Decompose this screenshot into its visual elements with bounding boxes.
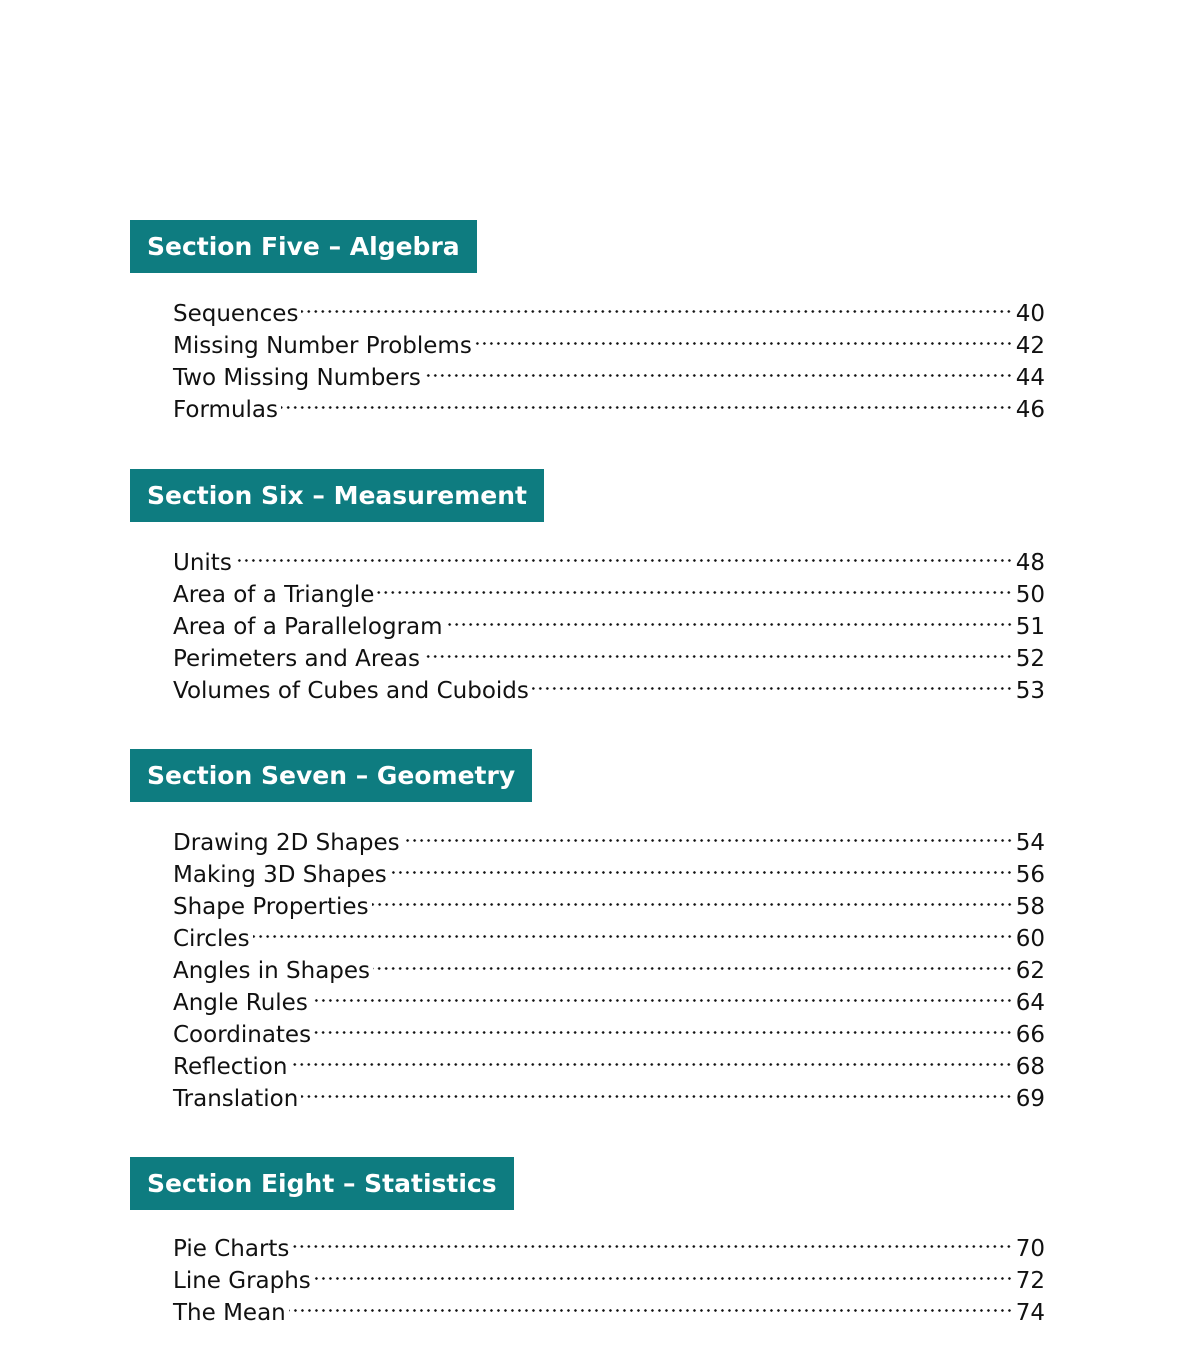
toc-entry[interactable]: [173, 570, 1045, 608]
dot-leader: [532, 666, 1013, 698]
toc-entry[interactable]: [173, 1010, 1045, 1048]
toc-entry-title: Reflection: [173, 1054, 288, 1080]
section-heading: Section Six – Measurement: [130, 469, 544, 522]
dot-leader: [289, 1288, 1013, 1320]
dot-leader: [403, 818, 1013, 850]
toc-entry-title: Area of a Triangle: [173, 582, 375, 608]
toc-entry-page: 46: [1015, 397, 1045, 423]
toc-entry-title: The Mean: [173, 1300, 286, 1326]
toc-entry-page: 74: [1015, 1300, 1045, 1326]
dot-leader: [373, 946, 1013, 978]
toc-entry-title: Line Graphs: [173, 1268, 311, 1294]
toc-entry-title: Pie Charts: [173, 1236, 290, 1262]
toc-list: [173, 818, 1045, 1112]
dot-leader: [314, 1256, 1013, 1288]
dot-leader: [475, 321, 1013, 353]
toc-entry-title: Missing Number Problems: [173, 333, 472, 359]
dot-leader: [390, 850, 1013, 882]
toc-entry-title: Formulas: [173, 397, 278, 423]
toc-entry[interactable]: [173, 666, 1045, 704]
toc-entry-page: 62: [1015, 958, 1045, 984]
toc-entry-page: 68: [1015, 1054, 1045, 1080]
toc-entry-title: Circles: [173, 926, 250, 952]
toc-entry-title: Sequences: [173, 301, 299, 327]
toc-entry[interactable]: [173, 818, 1045, 856]
toc-entry[interactable]: [173, 914, 1045, 952]
toc-entry[interactable]: [173, 978, 1045, 1016]
dot-leader: [290, 1042, 1012, 1074]
toc-entry-title: Making 3D Shapes: [173, 862, 387, 888]
dot-leader: [314, 1010, 1013, 1042]
toc-entry[interactable]: [173, 385, 1045, 423]
dot-leader: [301, 289, 1012, 321]
toc-entry[interactable]: [173, 1074, 1045, 1112]
toc-entry[interactable]: [173, 634, 1045, 672]
section-heading: Section Seven – Geometry: [130, 749, 532, 802]
toc-entry-page: 51: [1015, 614, 1045, 640]
toc-entry[interactable]: [173, 882, 1045, 920]
dot-leader: [235, 538, 1013, 570]
toc-entry-title: Angle Rules: [173, 990, 308, 1016]
toc-entry[interactable]: [173, 321, 1045, 359]
toc-entry-title: Angles in Shapes: [173, 958, 371, 984]
toc-entry-page: 40: [1015, 301, 1045, 327]
toc-entry[interactable]: [173, 538, 1045, 576]
toc-entry-page: 48: [1015, 550, 1045, 576]
toc-entry-page: 58: [1015, 894, 1045, 920]
toc-list: [173, 289, 1045, 423]
toc-entry[interactable]: [173, 1042, 1045, 1080]
toc-list: [173, 1224, 1045, 1326]
toc-entry-page: 52: [1015, 646, 1045, 672]
toc-entry-page: 50: [1015, 582, 1045, 608]
dot-leader: [292, 1224, 1012, 1256]
toc-entry-page: 53: [1015, 678, 1045, 704]
toc-entry-title: Volumes of Cubes and Cuboids: [173, 678, 529, 704]
dot-leader: [424, 353, 1013, 385]
dot-leader: [253, 914, 1013, 946]
dot-leader: [372, 882, 1013, 914]
toc-entry-title: Perimeters and Areas: [173, 646, 421, 672]
toc-entry[interactable]: [173, 850, 1045, 888]
toc-entry-title: Area of a Parallelogram: [173, 614, 443, 640]
toc-entry-title: Two Missing Numbers: [173, 365, 421, 391]
toc-entry[interactable]: [173, 1288, 1045, 1326]
dot-leader: [423, 634, 1013, 666]
toc-entry-page: 54: [1015, 830, 1045, 856]
toc-entry-title: Units: [173, 550, 232, 576]
toc-entry-title: Drawing 2D Shapes: [173, 830, 400, 856]
dot-leader: [377, 570, 1012, 602]
toc-entry-title: Shape Properties: [173, 894, 369, 920]
toc-entry[interactable]: [173, 1224, 1045, 1262]
toc-entry-page: 44: [1015, 365, 1045, 391]
section-heading: Section Eight – Statistics: [130, 1157, 514, 1210]
toc-entry[interactable]: [173, 602, 1045, 640]
toc-entry-page: 60: [1015, 926, 1045, 952]
toc-entry[interactable]: [173, 289, 1045, 327]
toc-entry-page: 70: [1015, 1236, 1045, 1262]
toc-entry-page: 56: [1015, 862, 1045, 888]
toc-entry-page: 66: [1015, 1022, 1045, 1048]
toc-entry[interactable]: [173, 1256, 1045, 1294]
section-heading: Section Five – Algebra: [130, 220, 477, 273]
toc-entry-title: Coordinates: [173, 1022, 312, 1048]
toc-list: [173, 538, 1045, 704]
dot-leader: [281, 385, 1013, 417]
toc-entry-page: 64: [1015, 990, 1045, 1016]
toc-entry[interactable]: [173, 353, 1045, 391]
toc-entry[interactable]: [173, 946, 1045, 984]
toc-entry-page: 42: [1015, 333, 1045, 359]
dot-leader: [301, 1074, 1012, 1106]
dot-leader: [446, 602, 1013, 634]
toc-entry-page: 72: [1015, 1268, 1045, 1294]
dot-leader: [311, 978, 1013, 1010]
toc-entry-page: 69: [1015, 1086, 1045, 1112]
toc-entry-title: Translation: [173, 1086, 299, 1112]
